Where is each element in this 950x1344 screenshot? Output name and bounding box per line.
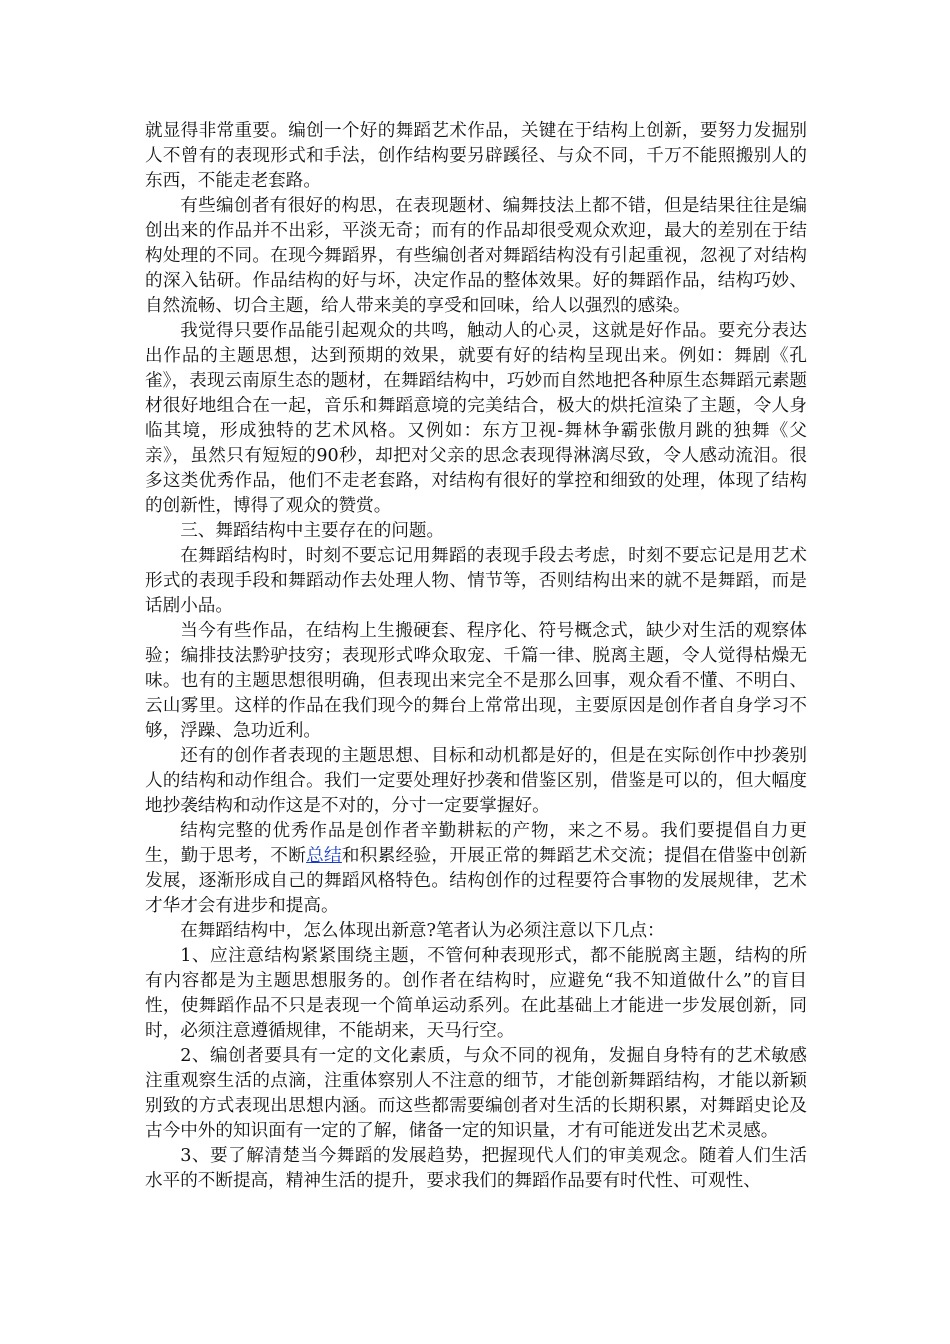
point-3: 3、要了解清楚当今舞蹈的发展趋势，把握现代人们的审美观念。随着人们生活水平的不断提高，精神生活的提升，要求我们的舞蹈作品要有时代性、可观性、 <box>145 1146 807 1191</box>
paragraph-3: 我觉得只要作品能引起观众的共鸣，触动人的心灵，这就是好作品。要充分表达出作品的主题思想，达到预期的效果，就要有好的结构呈现出来。例如：舞剧《孔雀》，表现云南原生态的题材，在舞蹈结构中，巧妙而自然地把各种原生态舞蹈元素题材很好地组合在一起，音乐和舞蹈意境的完美结合，极大的烘托渲染了主题，令人身临其境，形成独特的艺术风格。又例如：东方卫视-舞林争霸张傲月跳的独舞《父亲》，虽然只有短短的90秒，却把对父亲的思念表现得淋漓尽致，令人感动流泪。很多这类优秀作品，他们不走老套路，对结构有很好的掌控和细致的处理，体现了结构的创新性，博得了观众的赞赏。 <box>145 321 807 516</box>
paragraph-1: 就显得非常重要。编创一个好的舞蹈艺术作品，关键在于结构上创新，要努力发掘别人不曾有的表现形式和手法，创作结构要另辟蹊径、与众不同，千万不能照搬别人的东西，不能走老套路。 <box>145 121 807 191</box>
point-1: 1、应注意结构紧紧围绕主题，不管何种表现形式，都不能脱离主题，结构的所有内容都是为主题思想服务的。创作者在结构时，应避免“我不知道做什么”的盲目性，使舞蹈作品不只是表现一个简单运动系列。在此基础上才能进一步发展创新，同时，必须注意遵循规律，不能胡来，天马行空。 <box>145 946 807 1041</box>
paragraph-8-text-before: 结构完整的优秀作品是创作者辛勤耕耘的产物，来之不易。我们要提倡自力更生，勤于思考，不断 <box>145 821 807 866</box>
paragraph-5: 在舞蹈结构时，时刻不要忘记用舞蹈的表现手段去考虑，时刻不要忘记是用艺术形式的表现手段和舞蹈动作去处理人物、情节等，否则结构出来的就不是舞蹈，而是话剧小品。 <box>145 546 807 616</box>
paragraph-8-text-after: 和积累经验，开展正常的舞蹈艺术交流；提倡在借鉴中创新发展，逐渐形成自己的舞蹈风格特色。结构创作的过程要符合事物的发展规律，艺术才华才会有进步和提高。 <box>145 846 807 916</box>
document-body <box>145 119 807 1194</box>
paragraph-8 <box>145 819 807 919</box>
paragraph-9: 在舞蹈结构中，怎么体现出新意?笔者认为必须注意以下几点： <box>180 921 665 941</box>
paragraph-2: 有些编创者有很好的构思，在表现题材、编舞技法上都不错，但是结果往往是编创出来的作品并不出彩，平淡无奇；而有的作品却很受观众欢迎，最大的差别在于结构处理的不同。在现今舞蹈界，有些编创者对舞蹈结构没有引起重视，忽视了对结构的深入钻研。作品结构的好与坏，决定作品的整体效果。好的舞蹈作品，结构巧妙、自然流畅、切合主题，给人带来美的享受和回味，给人以强烈的感染。 <box>145 196 807 316</box>
point-2: 2、编创者要具有一定的文化素质，与众不同的视角，发掘自身特有的艺术敏感注重观察生活的点滴，注重体察别人不注意的细节，才能创新舞蹈结构，才能以新颖别致的方式表现出思想内涵。而这些都需要编创者对生活的长期积累，对舞蹈史论及古今中外的知识面有一定的了解，储备一定的知识量，才有可能迸发出艺术灵感。 <box>145 1046 807 1141</box>
paragraph-7: 还有的创作者表现的主题思想、目标和动机都是好的，但是在实际创作中抄袭别人的结构和动作组合。我们一定要处理好抄袭和借鉴区别，借鉴是可以的，但大幅度地抄袭结构和动作这是不对的，分寸一定要掌握好。 <box>145 746 807 816</box>
section-heading-3: 三、舞蹈结构中主要存在的问题。 <box>180 521 445 541</box>
summary-link[interactable]: 总结 <box>306 846 342 866</box>
paragraph-6: 当今有些作品，在结构上生搬硬套、程序化、符号概念式，缺少对生活的观察体验；编排技法黔驴技穷；表现形式哗众取宠、千篇一律、脱离主题，令人觉得枯燥无味。也有的主题思想很明确，但表现出来完全不是那么回事，观众看不懂、不明白、云山雾里。这样的作品在我们现今的舞台上常常出现，主要原因是创作者自身学习不够，浮躁、急功近利。 <box>145 621 807 741</box>
